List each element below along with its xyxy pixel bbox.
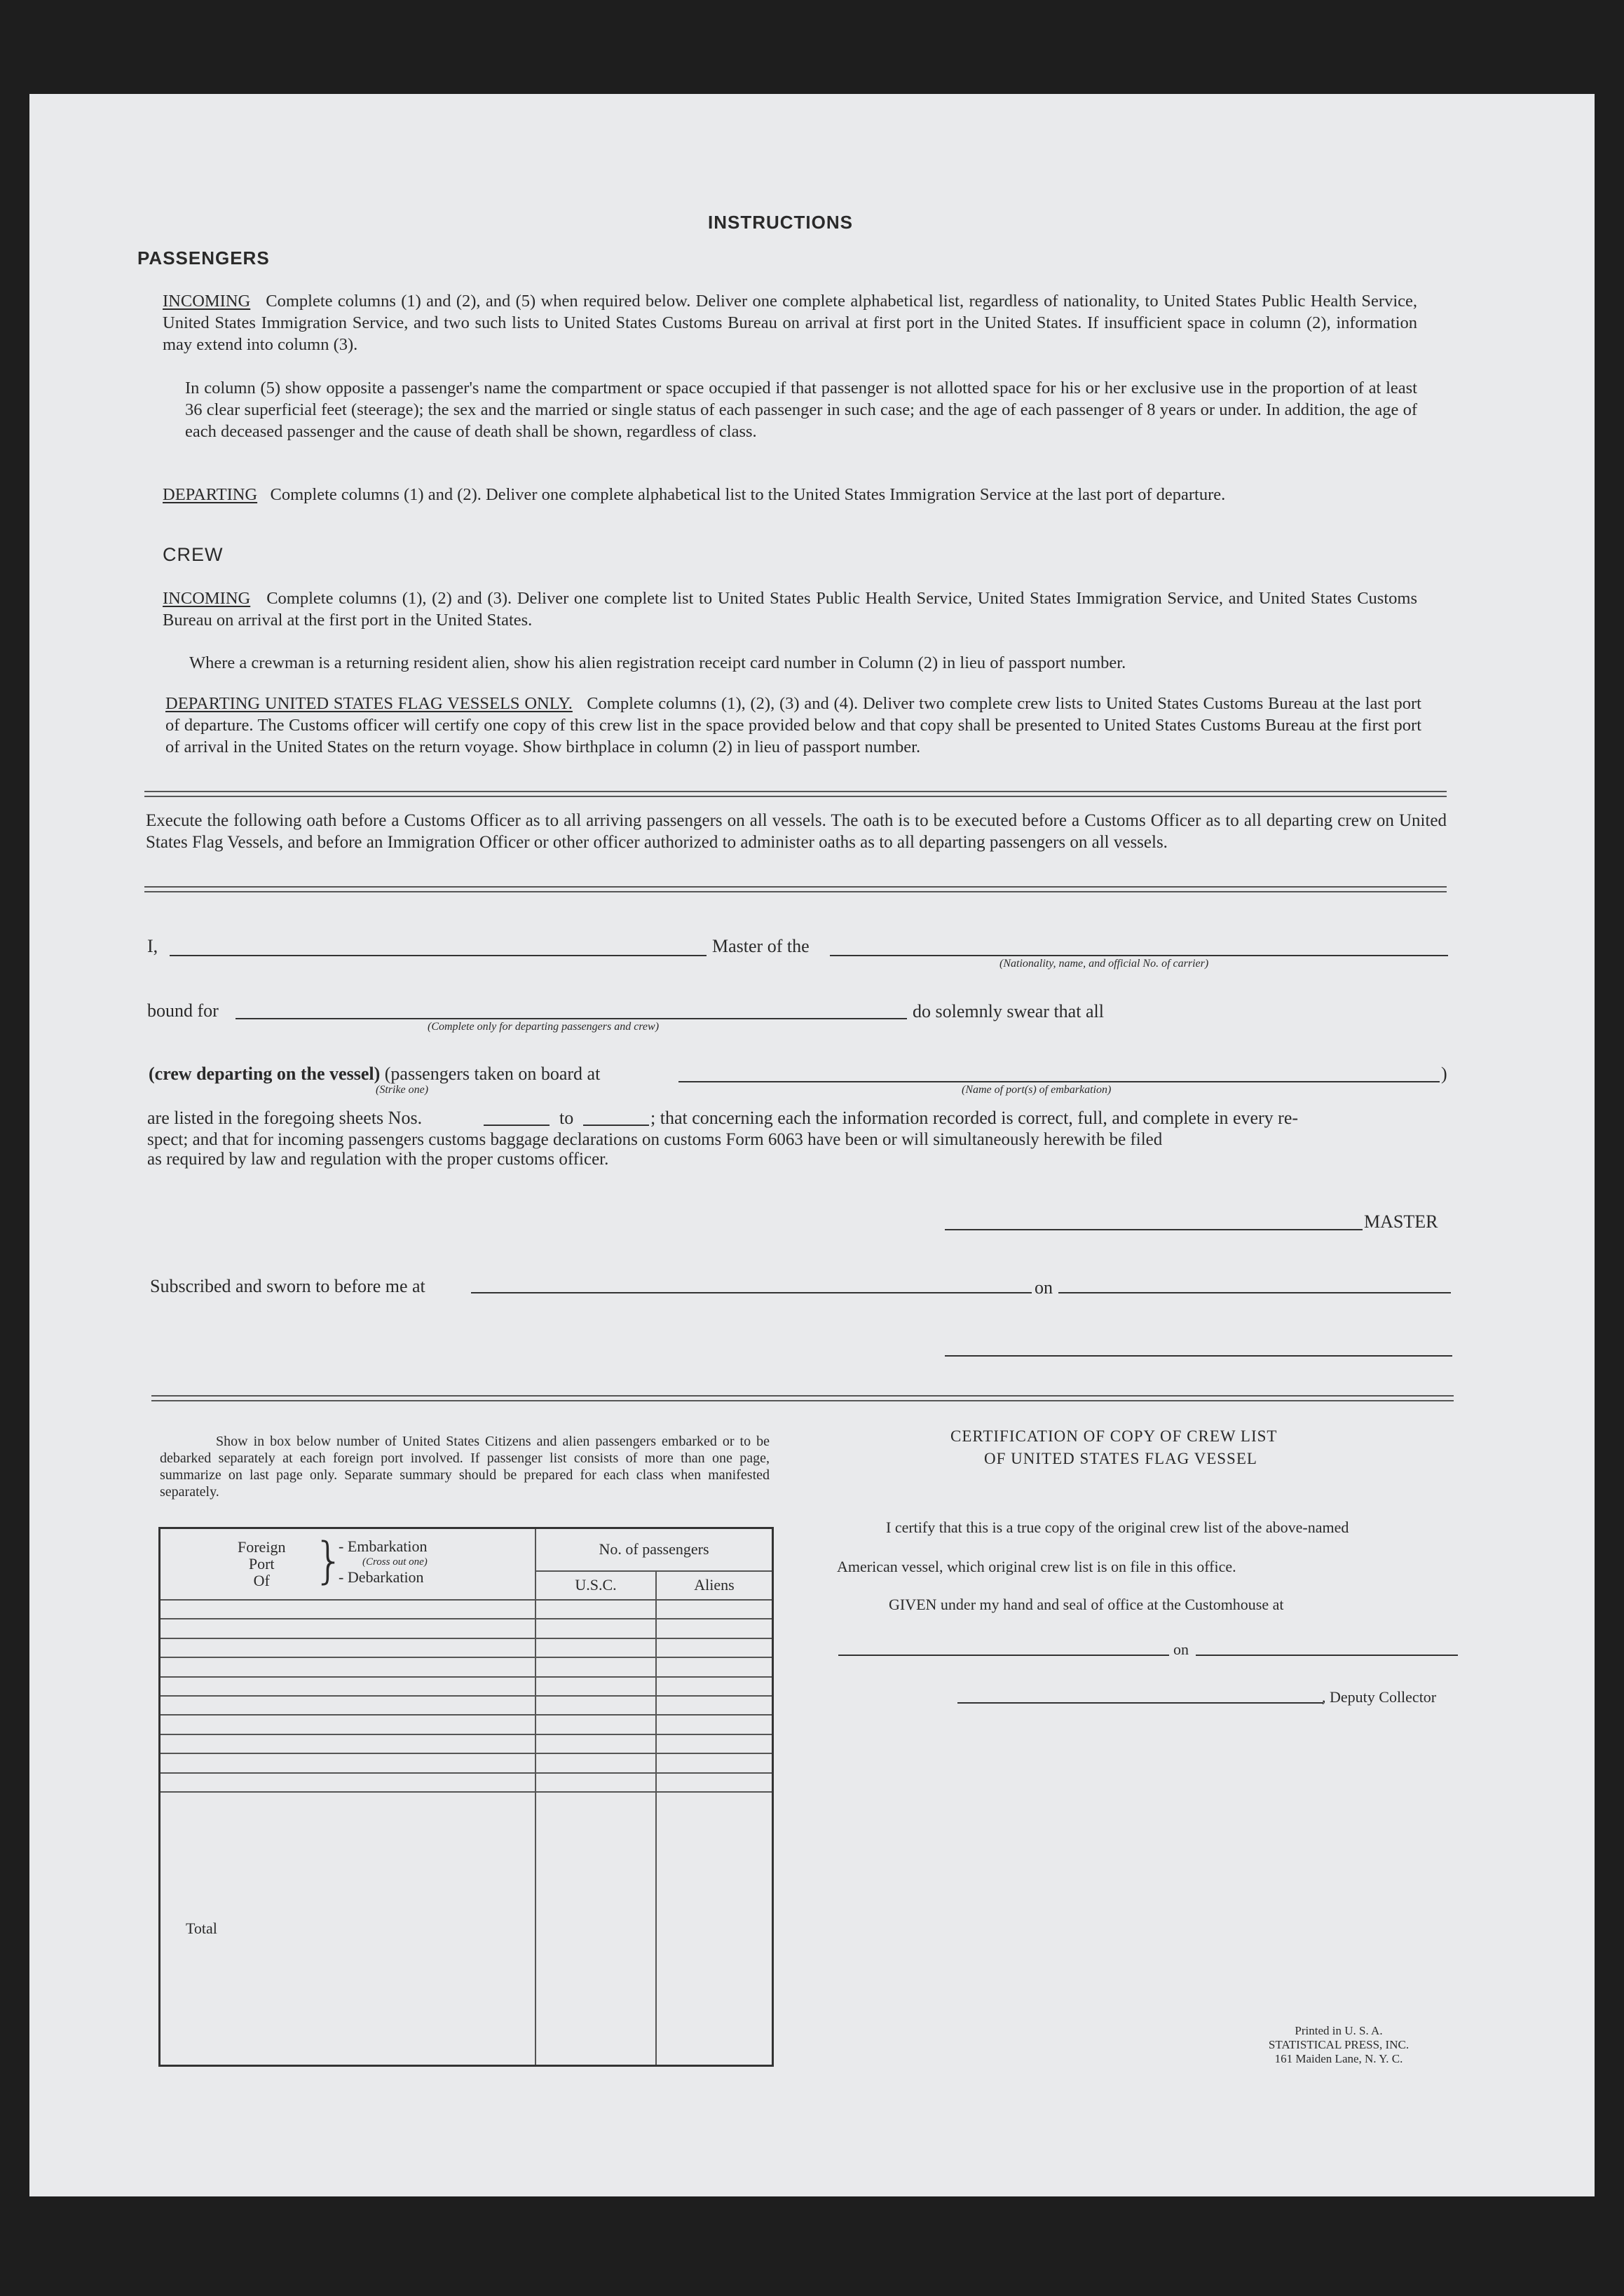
aliens-total-cell[interactable] — [656, 1792, 773, 2066]
aliens-cell[interactable] — [656, 1657, 773, 1676]
aliens-cell[interactable] — [656, 1734, 773, 1753]
listed-text-c: spect; and that for incoming passengers customs baggage declarations on customs Form 6063 have been or will simultaneously herewith be filed — [147, 1130, 1163, 1149]
usc-cell[interactable] — [535, 1753, 656, 1772]
divider — [144, 886, 1447, 892]
port-cell[interactable] — [160, 1715, 536, 1734]
oath-i-label: I, — [147, 936, 158, 956]
table-row — [160, 1619, 773, 1638]
port-cell[interactable] — [160, 1773, 536, 1792]
crew-incoming-label: INCOMING — [163, 589, 251, 608]
strike-one-caption: (Strike one) — [376, 1084, 429, 1096]
of-label: Of — [253, 1572, 270, 1589]
close-paren: ) — [1441, 1064, 1447, 1084]
crew-departing-label: DEPARTING UNITED STATES FLAG VESSELS ONLY. — [165, 694, 573, 713]
passengers-incoming-label: INCOMING — [163, 292, 251, 311]
listed-text-a: are listed in the foregoing sheets Nos. — [147, 1108, 423, 1128]
crew-incoming-text: Complete columns (1), (2) and (3). Deliver one complete list to United States Public Health Service, United States Immigration Service, and United States Customs Bureau on arrival at the first port in the United States. — [163, 589, 1417, 630]
table-row — [160, 1753, 773, 1772]
to-label: to — [559, 1108, 574, 1128]
foreign-label: Foreign — [238, 1538, 286, 1556]
printer-imprint — [1234, 2024, 1444, 2066]
ports-caption: (Name of port(s) of embarkation) — [962, 1084, 1112, 1096]
usc-cell[interactable] — [535, 1600, 656, 1619]
master-signature-field[interactable] — [945, 1229, 1363, 1230]
table-row — [160, 1638, 773, 1657]
table-row — [160, 1600, 773, 1619]
bound-for-label: bound for — [147, 1000, 219, 1021]
master-label: MASTER — [1364, 1211, 1438, 1232]
passengers-incoming-text: Complete columns (1) and (2), and (5) when required below. Deliver one complete alphabetical list, regardless of nationality, to United States Public Health Service, United States Immigration Service, and two such lists to United States Customs Bureau on arrival at first port in the United States. If insufficient space in column (2), information may extend into column (3). — [163, 292, 1418, 354]
passengers-taken-text: (passengers taken on board at — [384, 1064, 601, 1084]
port-cell[interactable] — [160, 1696, 536, 1715]
bound-for-caption: (Complete only for departing passengers and crew) — [428, 1021, 660, 1033]
usc-cell[interactable] — [535, 1677, 656, 1696]
listed-text-b: ; that concerning each the information recorded is correct, full, and complete in every re- — [650, 1108, 1299, 1128]
passengers-heading: PASSENGERS — [137, 247, 270, 269]
passengers-departing-label: DEPARTING — [163, 485, 258, 504]
carrier-caption: (Nationality, name, and official No. of carrier) — [999, 958, 1209, 970]
aliens-cell[interactable] — [656, 1638, 773, 1657]
usc-header: U.S.C. — [535, 1571, 656, 1601]
certification-on-label: on — [1173, 1641, 1189, 1658]
table-row — [160, 1715, 773, 1734]
aliens-cell[interactable] — [656, 1715, 773, 1734]
swear-label: do solemnly swear that all — [913, 1001, 1104, 1021]
crew-departing-option — [149, 1064, 600, 1085]
certification-title-2: OF UNITED STATES FLAG VESSEL — [984, 1450, 1257, 1467]
passengers-incoming-paragraph — [163, 290, 1417, 355]
port-header: Foreign Port Of } - Embarkation (Cross out one) - Debarkation — [160, 1528, 536, 1601]
usc-cell[interactable] — [535, 1619, 656, 1638]
debarkation-option[interactable]: - Debarkation — [339, 1568, 424, 1586]
given-line: GIVEN under my hand and seal of office at the Customhouse at — [889, 1596, 1284, 1613]
aliens-cell[interactable] — [656, 1677, 773, 1696]
embarkation-option[interactable]: - Embarkation — [339, 1537, 428, 1555]
port-cell[interactable] — [160, 1753, 536, 1772]
aliens-cell[interactable] — [656, 1773, 773, 1792]
usc-cell[interactable] — [535, 1657, 656, 1676]
master-of-the-label: Master of the — [712, 936, 810, 956]
aliens-header: Aliens — [656, 1571, 773, 1601]
listed-text-d: as required by law and regulation with the proper customs officer. — [147, 1150, 609, 1169]
crew-incoming-paragraph — [163, 587, 1417, 631]
deputy-collector-label: , Deputy Collector — [1322, 1688, 1437, 1706]
port-cell[interactable] — [160, 1677, 536, 1696]
certify-line-1: I certify that this is a true copy of the original crew list of the above-named — [886, 1519, 1349, 1536]
subscribed-date-field[interactable] — [1058, 1292, 1451, 1293]
table-row — [160, 1696, 773, 1715]
divider — [144, 791, 1447, 797]
sheet-from-field[interactable] — [484, 1125, 550, 1126]
printer-line-3: 161 Maiden Lane, N. Y. C. — [1274, 2052, 1403, 2065]
passengers-column5-paragraph: In column (5) show opposite a passenger's name the compartment or space occupied if that passenger is not allotted space for his or her exclusive use in the proportion of at least 36 clear superficial feet (steerage); the sex and the married or single status of each passenger in such case; and the age of each passenger of 8 years or under. In addition, the age of each deceased passenger and the cause of death shall be shown, regardless of class. — [185, 379, 1417, 441]
usc-cell[interactable] — [535, 1638, 656, 1657]
aliens-cell[interactable] — [656, 1619, 773, 1638]
divider — [151, 1395, 1454, 1401]
table-row — [160, 1734, 773, 1753]
port-cell[interactable] — [160, 1734, 536, 1753]
carrier-field[interactable] — [830, 955, 1448, 956]
printer-line-2: STATISTICAL PRESS, INC. — [1268, 2038, 1410, 2051]
bound-for-field[interactable] — [236, 1018, 907, 1019]
usc-cell[interactable] — [535, 1715, 656, 1734]
table-row — [160, 1773, 773, 1792]
usc-cell[interactable] — [535, 1773, 656, 1792]
crew-departing-text: Complete columns (1), (2), (3) and (4). Deliver two complete crew lists to United States Customs Bureau at the last port of departure. The Customs officer will certify one copy of this crew list in the space provided below and that copy shall be presented to United States Customs Bureau at the first port of arrival in the United States on the return voyage. Show birthplace in column (2) in lieu of passport number. — [165, 694, 1421, 756]
subscribed-label: Subscribed and sworn to before me at — [150, 1276, 425, 1296]
oath-instruction: Execute the following oath before a Customs Officer as to all arriving passengers on all vessels. The oath is to be executed before a Customs Officer as to all departing crew on United States Flag Vessels, and before an Immigration Officer or other officer authorized to administer oaths as to all departing passengers on all vessels. — [146, 811, 1447, 852]
passenger-summary-table — [158, 1527, 774, 2067]
crew-departing-paragraph — [165, 693, 1421, 758]
ports-field[interactable] — [678, 1081, 1440, 1082]
aliens-cell[interactable] — [656, 1753, 773, 1772]
certify-line-2: American vessel, which original crew list is on file in this office. — [837, 1558, 1236, 1575]
total-row — [160, 1792, 773, 2066]
deputy-collector-signature-field[interactable] — [957, 1702, 1323, 1704]
subscribed-place-field[interactable] — [471, 1292, 1032, 1293]
aliens-cell[interactable] — [656, 1696, 773, 1715]
page-title: INSTRUCTIONS — [708, 212, 853, 233]
crew-resident-paragraph: Where a crewman is a returning resident alien, show his alien registration receipt card number in Column (2) in lieu of passport number. — [189, 653, 1126, 672]
summary-instruction: Show in box below number of United States Citizens and alien passengers embarked or to be debarked separately at each foreign port involved. If passenger list consists of more than one page, summarize on last page only. Separate summary should be prepared for each class when manifested separately. — [160, 1434, 770, 1500]
table-row — [160, 1657, 773, 1676]
port-cell[interactable] — [160, 1619, 536, 1638]
master-name-field[interactable] — [170, 955, 707, 956]
sheet-to-field[interactable] — [583, 1125, 649, 1126]
officer-signature-field[interactable] — [945, 1355, 1452, 1357]
crew-heading: CREW — [163, 544, 224, 565]
usc-cell[interactable] — [535, 1734, 656, 1753]
port-cell[interactable] — [160, 1638, 536, 1657]
port-cell[interactable] — [160, 1600, 536, 1619]
printer-line-1: Printed in U. S. A. — [1295, 2024, 1383, 2037]
customhouse-field[interactable] — [838, 1655, 1169, 1656]
no-passengers-header: No. of passengers — [535, 1528, 773, 1571]
total-label: Total — [160, 1792, 536, 2066]
usc-cell[interactable] — [535, 1696, 656, 1715]
cross-out-caption: (Cross out one) — [362, 1556, 428, 1568]
certification-title-1: CERTIFICATION OF COPY OF CREW LIST — [950, 1427, 1278, 1445]
passengers-departing-paragraph — [163, 484, 1417, 505]
aliens-cell[interactable] — [656, 1600, 773, 1619]
table-row — [160, 1677, 773, 1696]
port-cell[interactable] — [160, 1657, 536, 1676]
passengers-departing-text: Complete columns (1) and (2). Deliver one complete alphabetical list to the United States Immigration Service at the last port of departure. — [270, 485, 1226, 504]
crew-departing-text: (crew departing on the vessel) — [149, 1064, 381, 1084]
usc-total-cell[interactable] — [535, 1792, 656, 2066]
port-label: Port — [248, 1555, 275, 1572]
certification-date-field[interactable] — [1196, 1655, 1458, 1656]
subscribed-on-label: on — [1035, 1277, 1053, 1298]
